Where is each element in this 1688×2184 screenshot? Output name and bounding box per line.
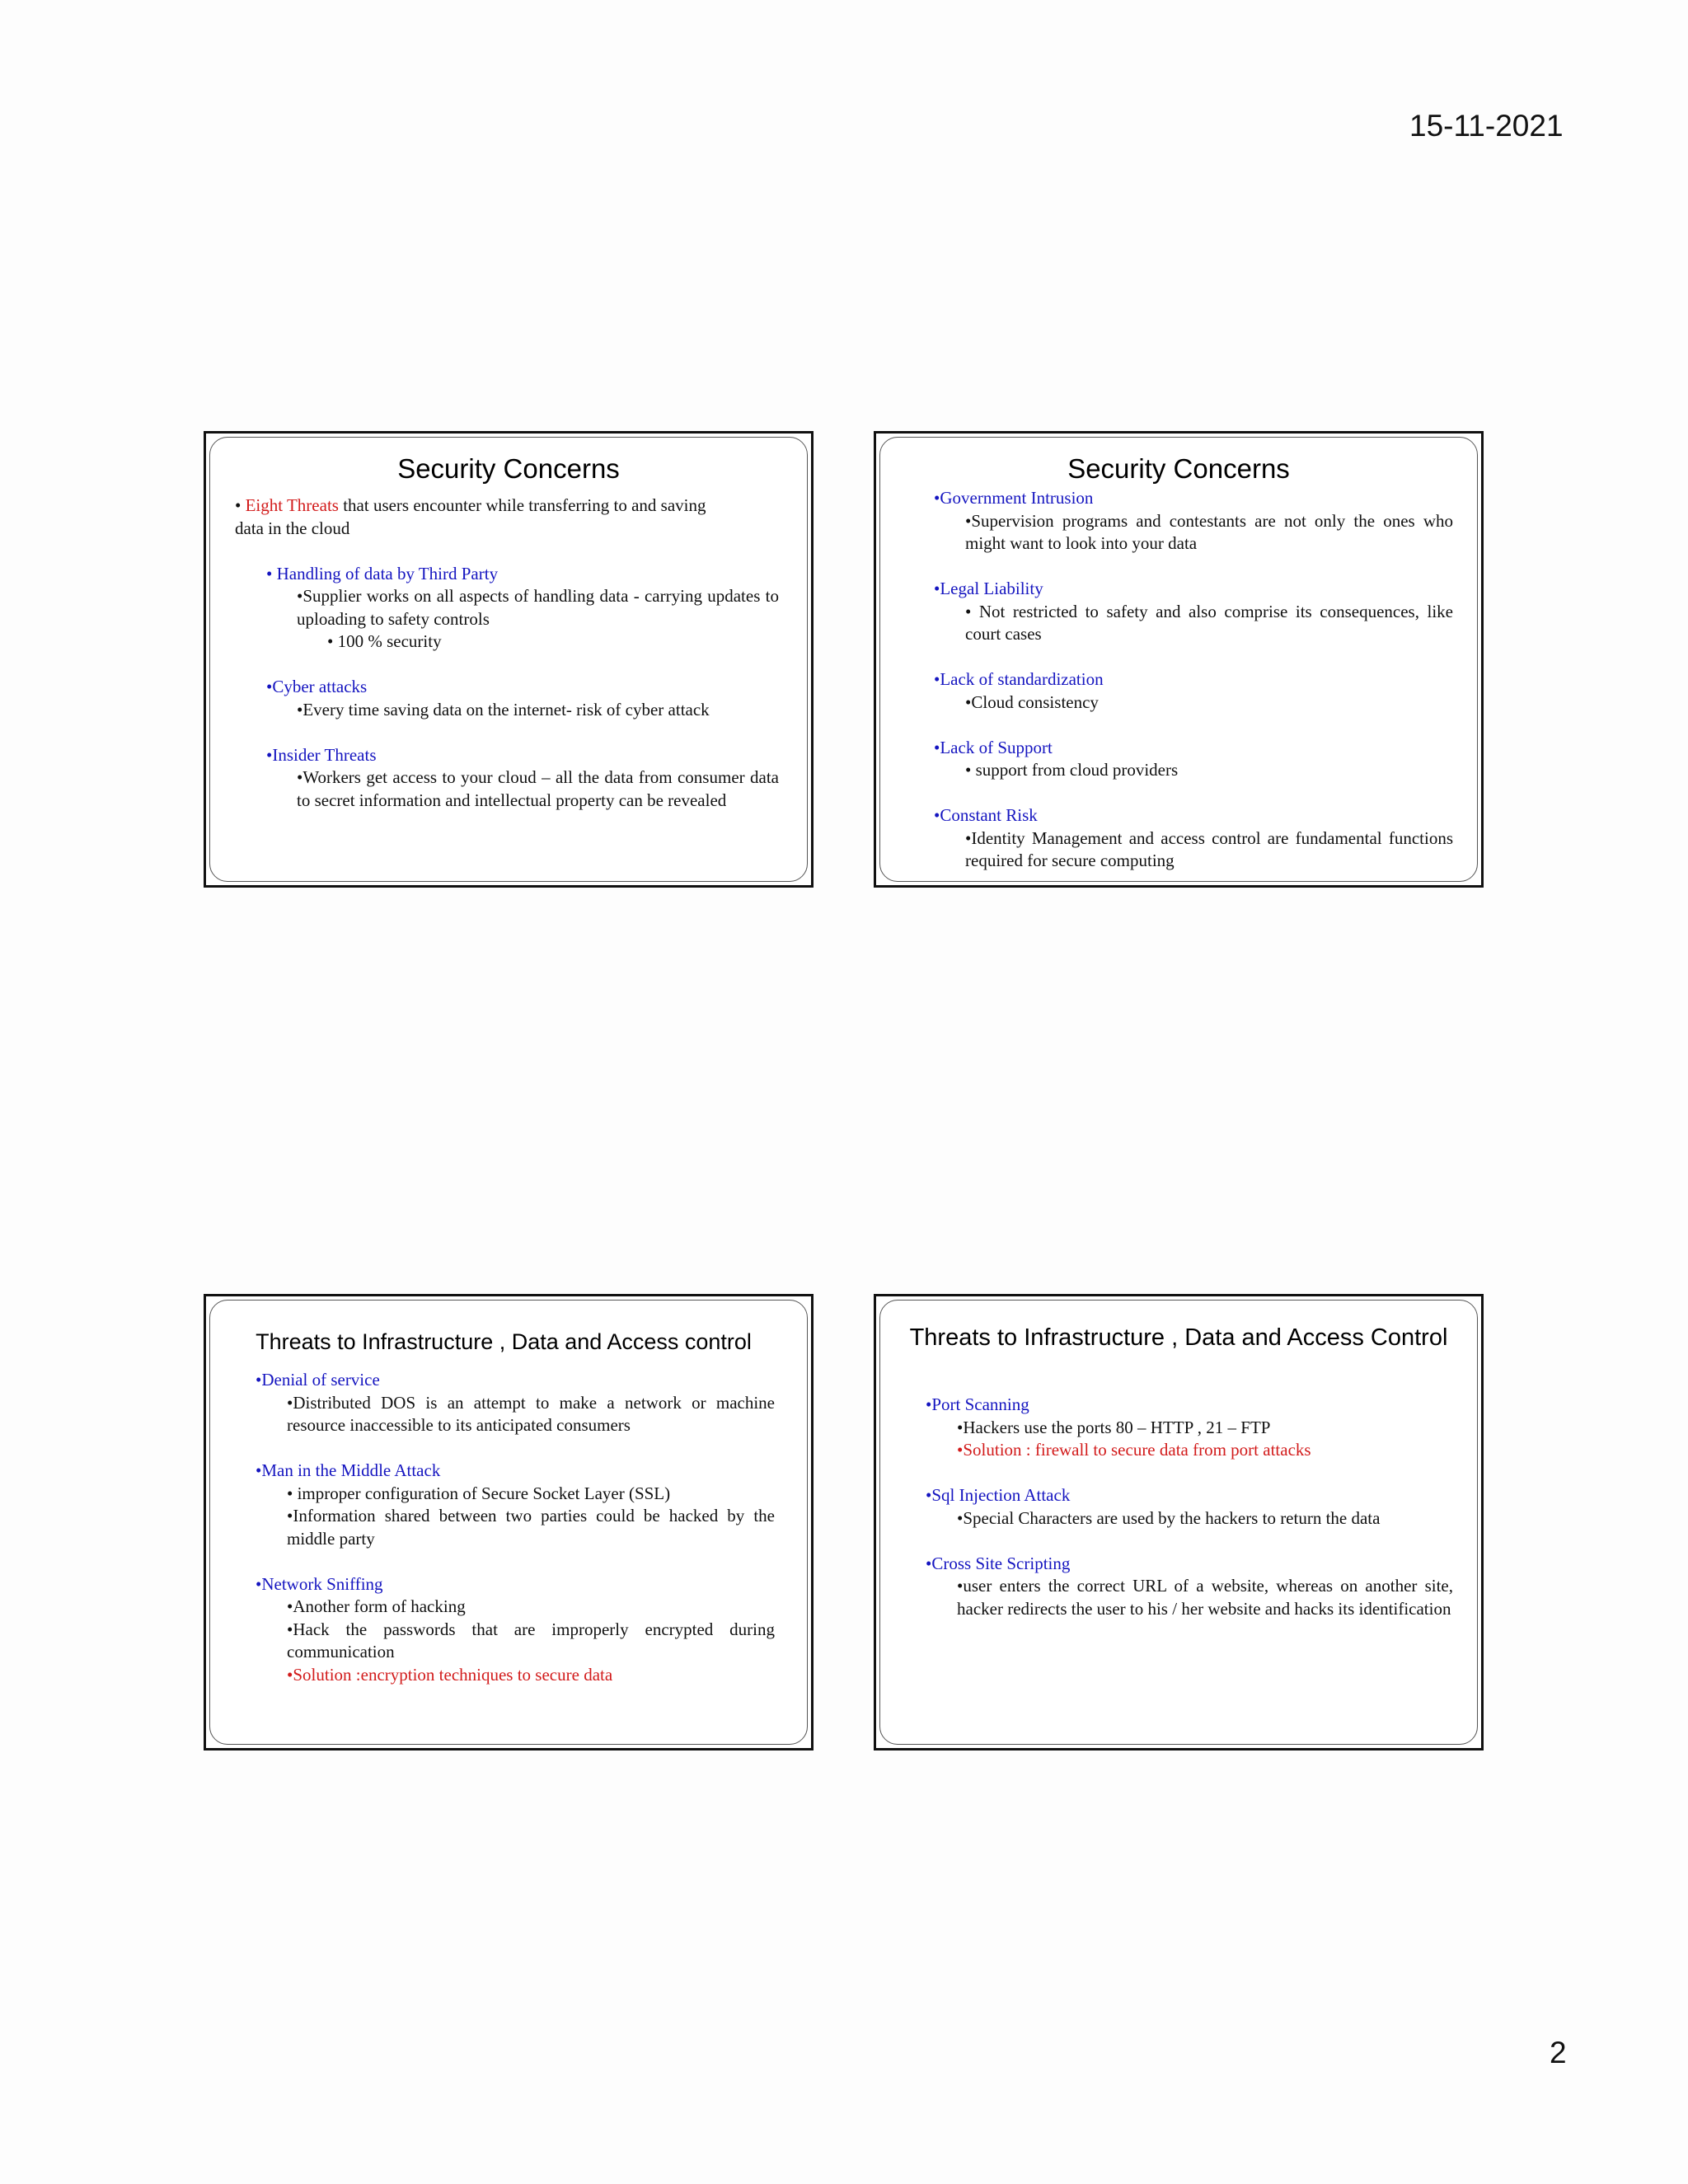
threat-heading: • Handling of data by Third Party — [266, 563, 499, 583]
bullet: • — [235, 495, 241, 515]
threat-text: •Information shared between two parties could be hacked by the middle party — [287, 1506, 775, 1549]
slide-security-concerns-1 — [204, 431, 814, 888]
slide-title: Security Concerns — [1067, 453, 1290, 484]
threat-heading: •Insider Threats — [266, 744, 377, 765]
threat-heading: •Constant Risk — [934, 805, 1038, 825]
threat-text: •Hack the passwords that are improperly encrypted during communication — [287, 1619, 775, 1661]
threat-heading: •Man in the Middle Attack — [256, 1460, 441, 1480]
threat-heading: •Government Intrusion — [934, 488, 1094, 508]
threat-heading: •Network Sniffing — [256, 1573, 383, 1594]
slide-body — [235, 494, 779, 812]
slide-title: Threats to Infrastructure , Data and Access Control — [909, 1324, 1448, 1351]
slide-body — [256, 1369, 775, 1686]
slide-security-concerns-2 — [874, 431, 1484, 888]
threat-text: •Identity Management and access control are fundamental functions required for secure computing — [965, 827, 1453, 870]
solution-text: •Solution : firewall to secure data from port attacks — [957, 1440, 1311, 1460]
threat-heading: •Sql Injection Attack — [926, 1485, 1071, 1505]
threat-text: •Workers get access to your cloud – all the data from consumer data to secret information and intellectual property can be revealed — [297, 767, 779, 810]
threat-heading: •Denial of service — [256, 1370, 380, 1390]
page-date: 15-11-2021 — [1409, 109, 1564, 143]
slide-threats-infrastructure-2 — [874, 1294, 1484, 1750]
threat-text: • Not restricted to safety and also comprise its consequences, like court cases — [965, 601, 1453, 644]
intro-highlight: Eight Threats — [245, 495, 339, 515]
intro-text: that users encounter while transferring to and saving — [338, 495, 706, 515]
intro-text-cont: data in the cloud — [235, 518, 350, 538]
threat-heading: •Lack of standardization — [934, 669, 1104, 689]
threat-text: •Supervision programs and contestants are not only the ones who might want to look into your data — [965, 510, 1453, 553]
page-number: 2 — [1550, 2036, 1567, 2069]
solution-text: •Solution :encryption techniques to secure data — [287, 1664, 613, 1685]
threat-heading: •Cross Site Scripting — [926, 1553, 1071, 1573]
slide-body — [926, 1394, 1453, 1620]
threat-text: •Special Characters are used by the hackers to return the data — [957, 1507, 1381, 1528]
threat-text: •Every time saving data on the internet- risk of cyber attack — [297, 699, 710, 719]
slide-body — [934, 487, 1453, 873]
threat-heading: •Legal Liability — [934, 579, 1043, 598]
threat-heading: •Lack of Support — [934, 737, 1053, 757]
threat-text: •Supplier works on all aspects of handling data - carrying updates to uploading to safety controls — [297, 586, 779, 629]
slide-title: Threats to Infrastructure , Data and Access control — [256, 1329, 752, 1354]
threat-heading: •Cyber attacks — [266, 677, 368, 696]
threat-subtext: • 100 % security — [327, 631, 442, 651]
threat-text: •Another form of hacking — [287, 1596, 466, 1616]
slide-threats-infrastructure-1 — [204, 1294, 814, 1750]
slide-title: Security Concerns — [397, 453, 620, 484]
threat-text: •user enters the correct URL of a website, whereas on another site, hacker redirects the user to his / her website and hacks its identification — [957, 1576, 1453, 1619]
intro-line — [235, 494, 779, 518]
threat-text: •Hackers use the ports 80 – HTTP , 21 – FTP — [957, 1417, 1271, 1437]
threat-text: •Cloud consistency — [965, 691, 1099, 712]
threat-heading: •Port Scanning — [926, 1394, 1029, 1414]
threat-text: • support from cloud providers — [965, 760, 1179, 780]
threat-text: • improper configuration of Secure Socket Layer (SSL) — [287, 1483, 671, 1503]
threat-text: •Distributed DOS is an attempt to make a network or machine resource inaccessible to its anticipated consumers — [287, 1392, 775, 1435]
